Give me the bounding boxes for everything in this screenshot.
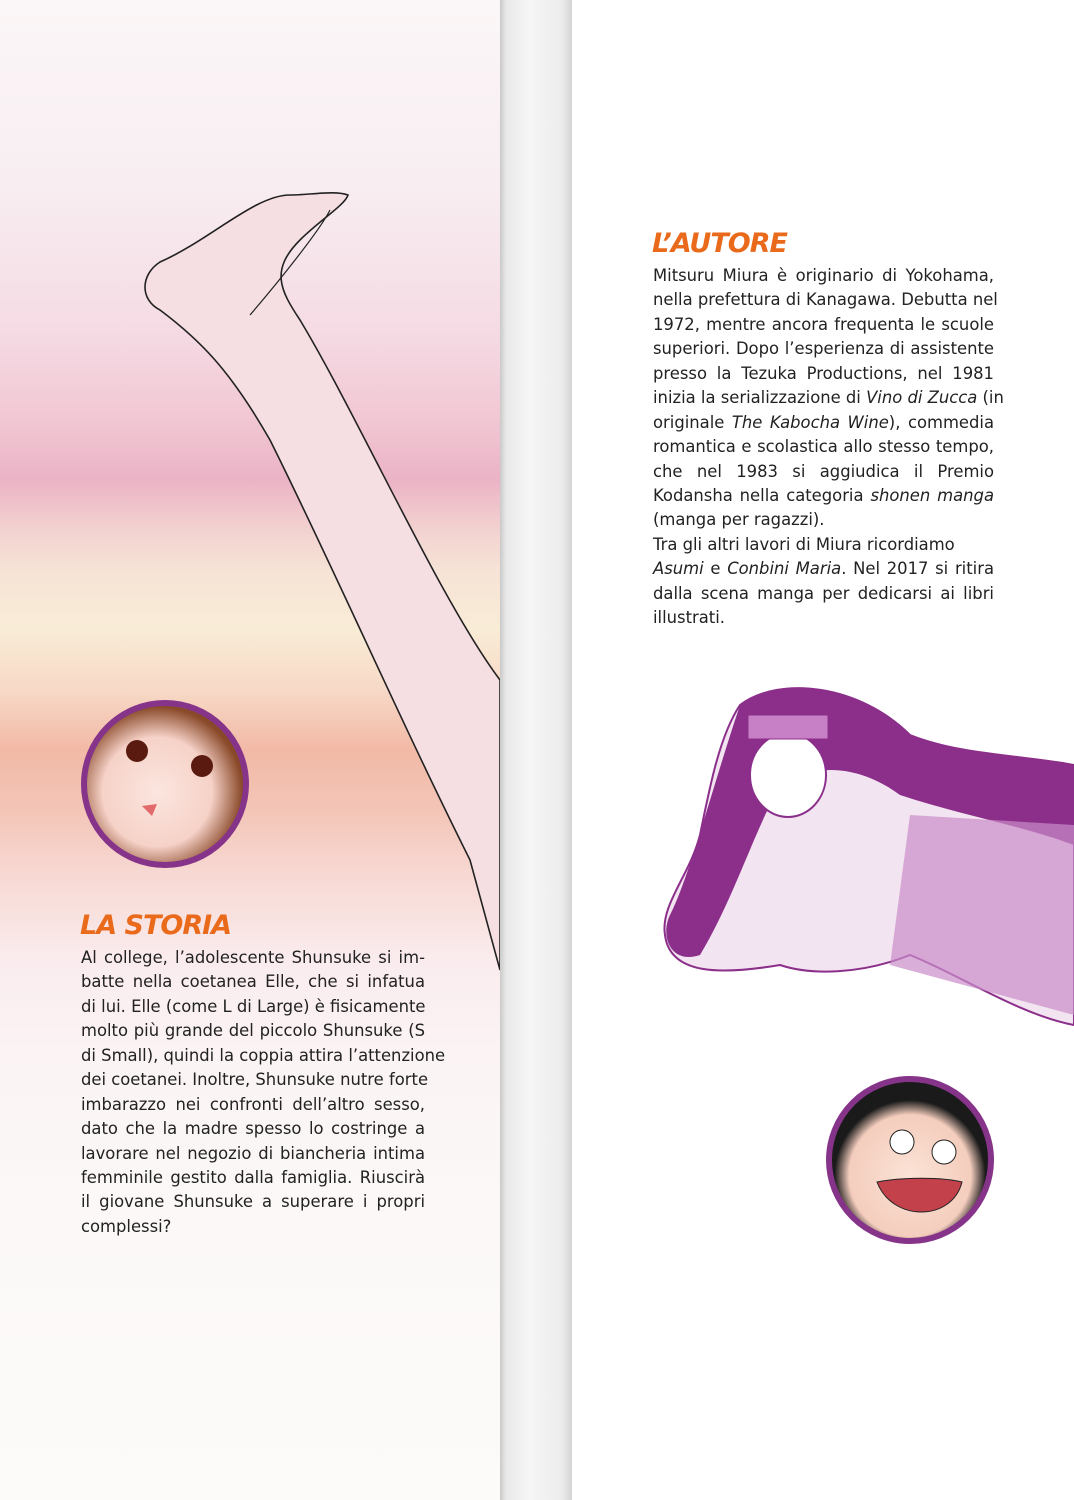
text-segment: ), commedia [888,412,995,432]
text-line [653,264,994,288]
text-line [81,1019,425,1043]
text-segment: inizia la serializzazione di [653,388,867,408]
elle-lying-illustration [660,675,1074,1035]
text-line [81,946,425,970]
italic-title: The Kabocha Wine [731,412,889,432]
text-segment: . Nel 2017 si ritira [841,559,994,579]
text-segment: e [703,559,728,579]
text-segment: originale [653,412,732,432]
text-segment: complessi? [81,1216,172,1236]
elle-portrait [81,700,249,868]
text-segment: che nel 1983 si aggiudica il Premio [653,461,994,481]
text-segment: di lui. Elle (come L di Large) è fisicamente [81,996,426,1016]
text-segment: di Small), quindi la coppia attira l’attenzione [81,1045,446,1065]
text-line [81,1142,425,1166]
leg-illustration [0,0,500,1000]
page-gutter [500,0,572,1500]
text-line [653,460,994,484]
text-segment: imbarazzo nei confronti dell’altro sesso, [81,1094,425,1114]
text-line [81,1044,446,1068]
text-line [653,533,994,557]
text-segment: Al college, l’adolescente Shunsuke si im- [81,948,425,967]
text-segment: dei coetanei. Inoltre, Shunsuke nutre forte [81,1070,429,1090]
italic-title: Vino di Zucca [866,388,978,408]
text-line [653,606,994,630]
italic-title: shonen manga [870,485,995,505]
text-segment: (manga per ragazzi). [653,510,825,530]
story-text [81,946,446,1239]
text-segment: superiori. Dopo l’esperienza di assistente [653,339,994,359]
text-line [653,337,994,361]
text-line [653,288,998,312]
text-line [653,508,994,532]
author-heading: L’AUTORE [652,228,787,259]
text-line [81,995,425,1019]
text-line [81,1093,425,1117]
text-line [653,435,994,459]
text-segment: romantica e scolastica allo stesso tempo, [653,437,994,457]
text-line [81,1190,425,1214]
text-segment: il giovane Shunsuke a superare i propri [81,1192,425,1212]
text-segment: Tra gli altri lavori di Miura ricordiamo [653,534,955,554]
text-segment: molto più grande del piccolo Shunsuke (S [81,1021,425,1041]
author-text [653,264,1004,631]
shunsuke-portrait [826,1076,994,1244]
text-line [81,1068,429,1092]
text-line [653,362,994,386]
text-line [653,484,994,508]
text-line [653,557,994,581]
text-segment: Kodansha nella categoria [653,485,871,505]
text-line [653,582,994,606]
text-segment: lavorare nel negozio di biancheria intima [81,1143,425,1163]
text-segment: nella prefettura di Kanagawa. Debutta nel [653,290,998,310]
text-segment: dalla scena manga per dedicarsi ai libri [653,583,994,603]
text-line [81,1117,425,1141]
left-flap [0,0,500,1500]
text-line [653,386,1004,410]
text-segment: (in [977,388,1004,408]
text-segment: presso la Tezuka Productions, nel 1981 [653,363,994,383]
text-line [653,411,994,435]
text-segment: batte nella coetanea Elle, che si infatua [81,972,425,992]
italic-title: Asumi [653,559,704,579]
text-segment: 1972, mentre ancora frequenta le scuole [653,314,994,334]
text-line [81,970,425,994]
text-segment: illustrati. [653,608,725,628]
text-segment: femminile gestito dalla famiglia. Riuscirà [81,1167,425,1187]
italic-title: Conbini Maria [727,559,842,579]
text-line [653,313,994,337]
text-segment: dato che la madre spesso lo costringe a [81,1119,425,1139]
text-line [81,1215,425,1239]
story-heading: LA STORIA [80,910,232,941]
text-segment: Mitsuru Miura è originario di Yokohama, [653,266,994,285]
text-line [81,1166,425,1190]
